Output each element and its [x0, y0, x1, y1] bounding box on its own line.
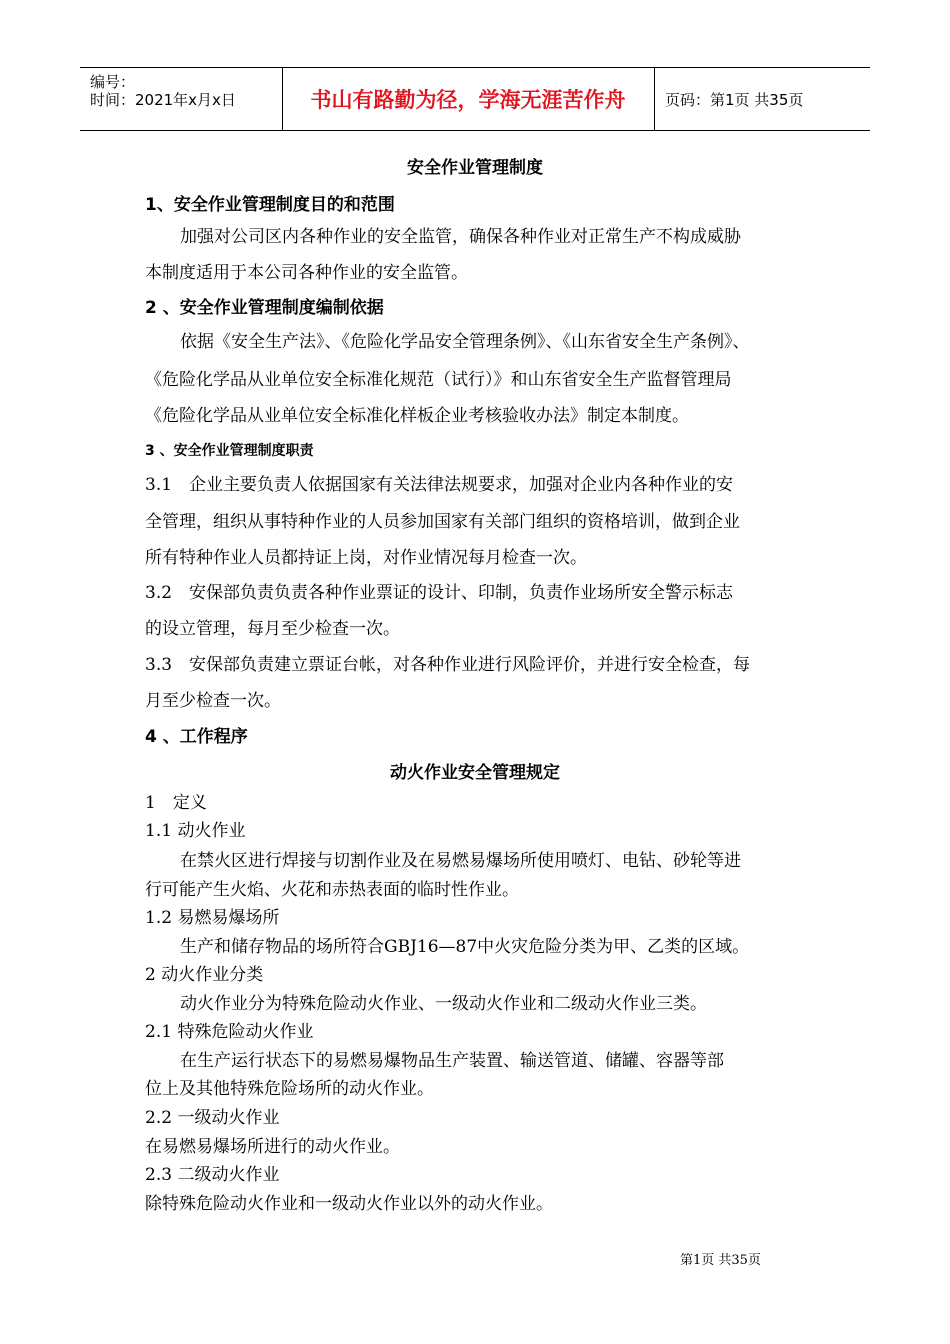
section-2-heading: 2 、安全作业管理制度编制依据	[145, 298, 384, 318]
paragraph: 依据《安全生产法》、《危险化学品安全管理条例》、《山东省安全生产条例》、	[180, 332, 750, 352]
paragraph: 月至少检查一次。	[145, 691, 281, 711]
clause-heading: 1.1 动火作业	[145, 821, 246, 841]
doc-title: 安全作业管理制度	[407, 158, 543, 178]
section-1-heading: 1、安全作业管理制度目的和范围	[145, 195, 395, 215]
time-label: 时间：2021年x月x日	[90, 91, 236, 109]
clause-heading: 2.3 二级动火作业	[145, 1165, 280, 1185]
paragraph: 除特殊危险动火作业和一级动火作业以外的动火作业。	[145, 1194, 553, 1214]
paragraph: 《危险化学品从业单位安全标准化样板企业考核验收办法》制定本制度。	[145, 406, 689, 426]
footer-page-number: 第1页 共35页	[680, 1253, 761, 1268]
paragraph: 3.2 安保部负责负责各种作业票证的设计、印制，负责作业场所安全警示标志	[145, 583, 734, 603]
header-info-cell	[80, 68, 283, 130]
clause-heading: 2.2 一级动火作业	[145, 1108, 280, 1128]
paragraph: 3.3 安保部负责建立票证台帐，对各种作业进行风险评价，并进行安全检查，每	[145, 655, 751, 675]
paragraph: 在禁火区进行焊接与切割作业及在易燃易爆场所使用喷灯、电钻、砂轮等进	[180, 851, 741, 871]
paragraph: 全管理，组织从事特种作业的人员参加国家有关部门组织的资格培训，做到企业	[145, 512, 740, 532]
clause-heading: 2 动火作业分类	[145, 965, 264, 985]
section-3-heading: 3 、安全作业管理制度职责	[145, 443, 314, 459]
paragraph: 生产和储存物品的场所符合GBJ16—87中火灾危险分类为甲、乙类的区域。	[180, 937, 750, 957]
paragraph: 动火作业分为特殊危险动火作业、一级动火作业和二级动火作业三类。	[180, 994, 707, 1014]
paragraph: 加强对公司区内各种作业的安全监管，确保各种作业对正常生产不构成威胁	[180, 227, 741, 247]
paragraph: 所有特种作业人员都持证上岗，对作业情况每月检查一次。	[145, 548, 587, 568]
paragraph: 本制度适用于本公司各种作业的安全监管。	[145, 263, 468, 283]
paragraph: 位上及其他特殊危险场所的动火作业。	[145, 1079, 434, 1099]
paragraph: 行可能产生火焰、火花和赤热表面的临时性作业。	[145, 880, 519, 900]
clause-heading: 1.2 易燃易爆场所	[145, 908, 280, 928]
paragraph: 3.1 企业主要负责人依据国家有关法律法规要求，加强对企业内各种作业的安	[145, 475, 734, 495]
page-label: 页码：第1页 共35页	[665, 90, 804, 109]
clause-heading: 1 定义	[145, 793, 207, 813]
paragraph: 《危险化学品从业单位安全标准化规范（试行）》和山东省安全生产监督管理局	[145, 370, 732, 390]
motto: 书山有路勤为径，学海无涯苦作舟	[282, 68, 655, 130]
header-table	[80, 67, 870, 131]
paragraph: 在生产运行状态下的易燃易爆物品生产装置、输送管道、储罐、容器等部	[180, 1051, 724, 1071]
section-4-heading: 4 、工作程序	[145, 727, 248, 747]
paragraph: 的设立管理，每月至少检查一次。	[145, 619, 400, 639]
clause-heading: 2.1 特殊危险动火作业	[145, 1022, 314, 1042]
number-label: 编号：	[90, 73, 136, 91]
paragraph: 在易燃易爆场所进行的动火作业。	[145, 1137, 400, 1157]
sub-title: 动火作业安全管理规定	[390, 763, 560, 783]
